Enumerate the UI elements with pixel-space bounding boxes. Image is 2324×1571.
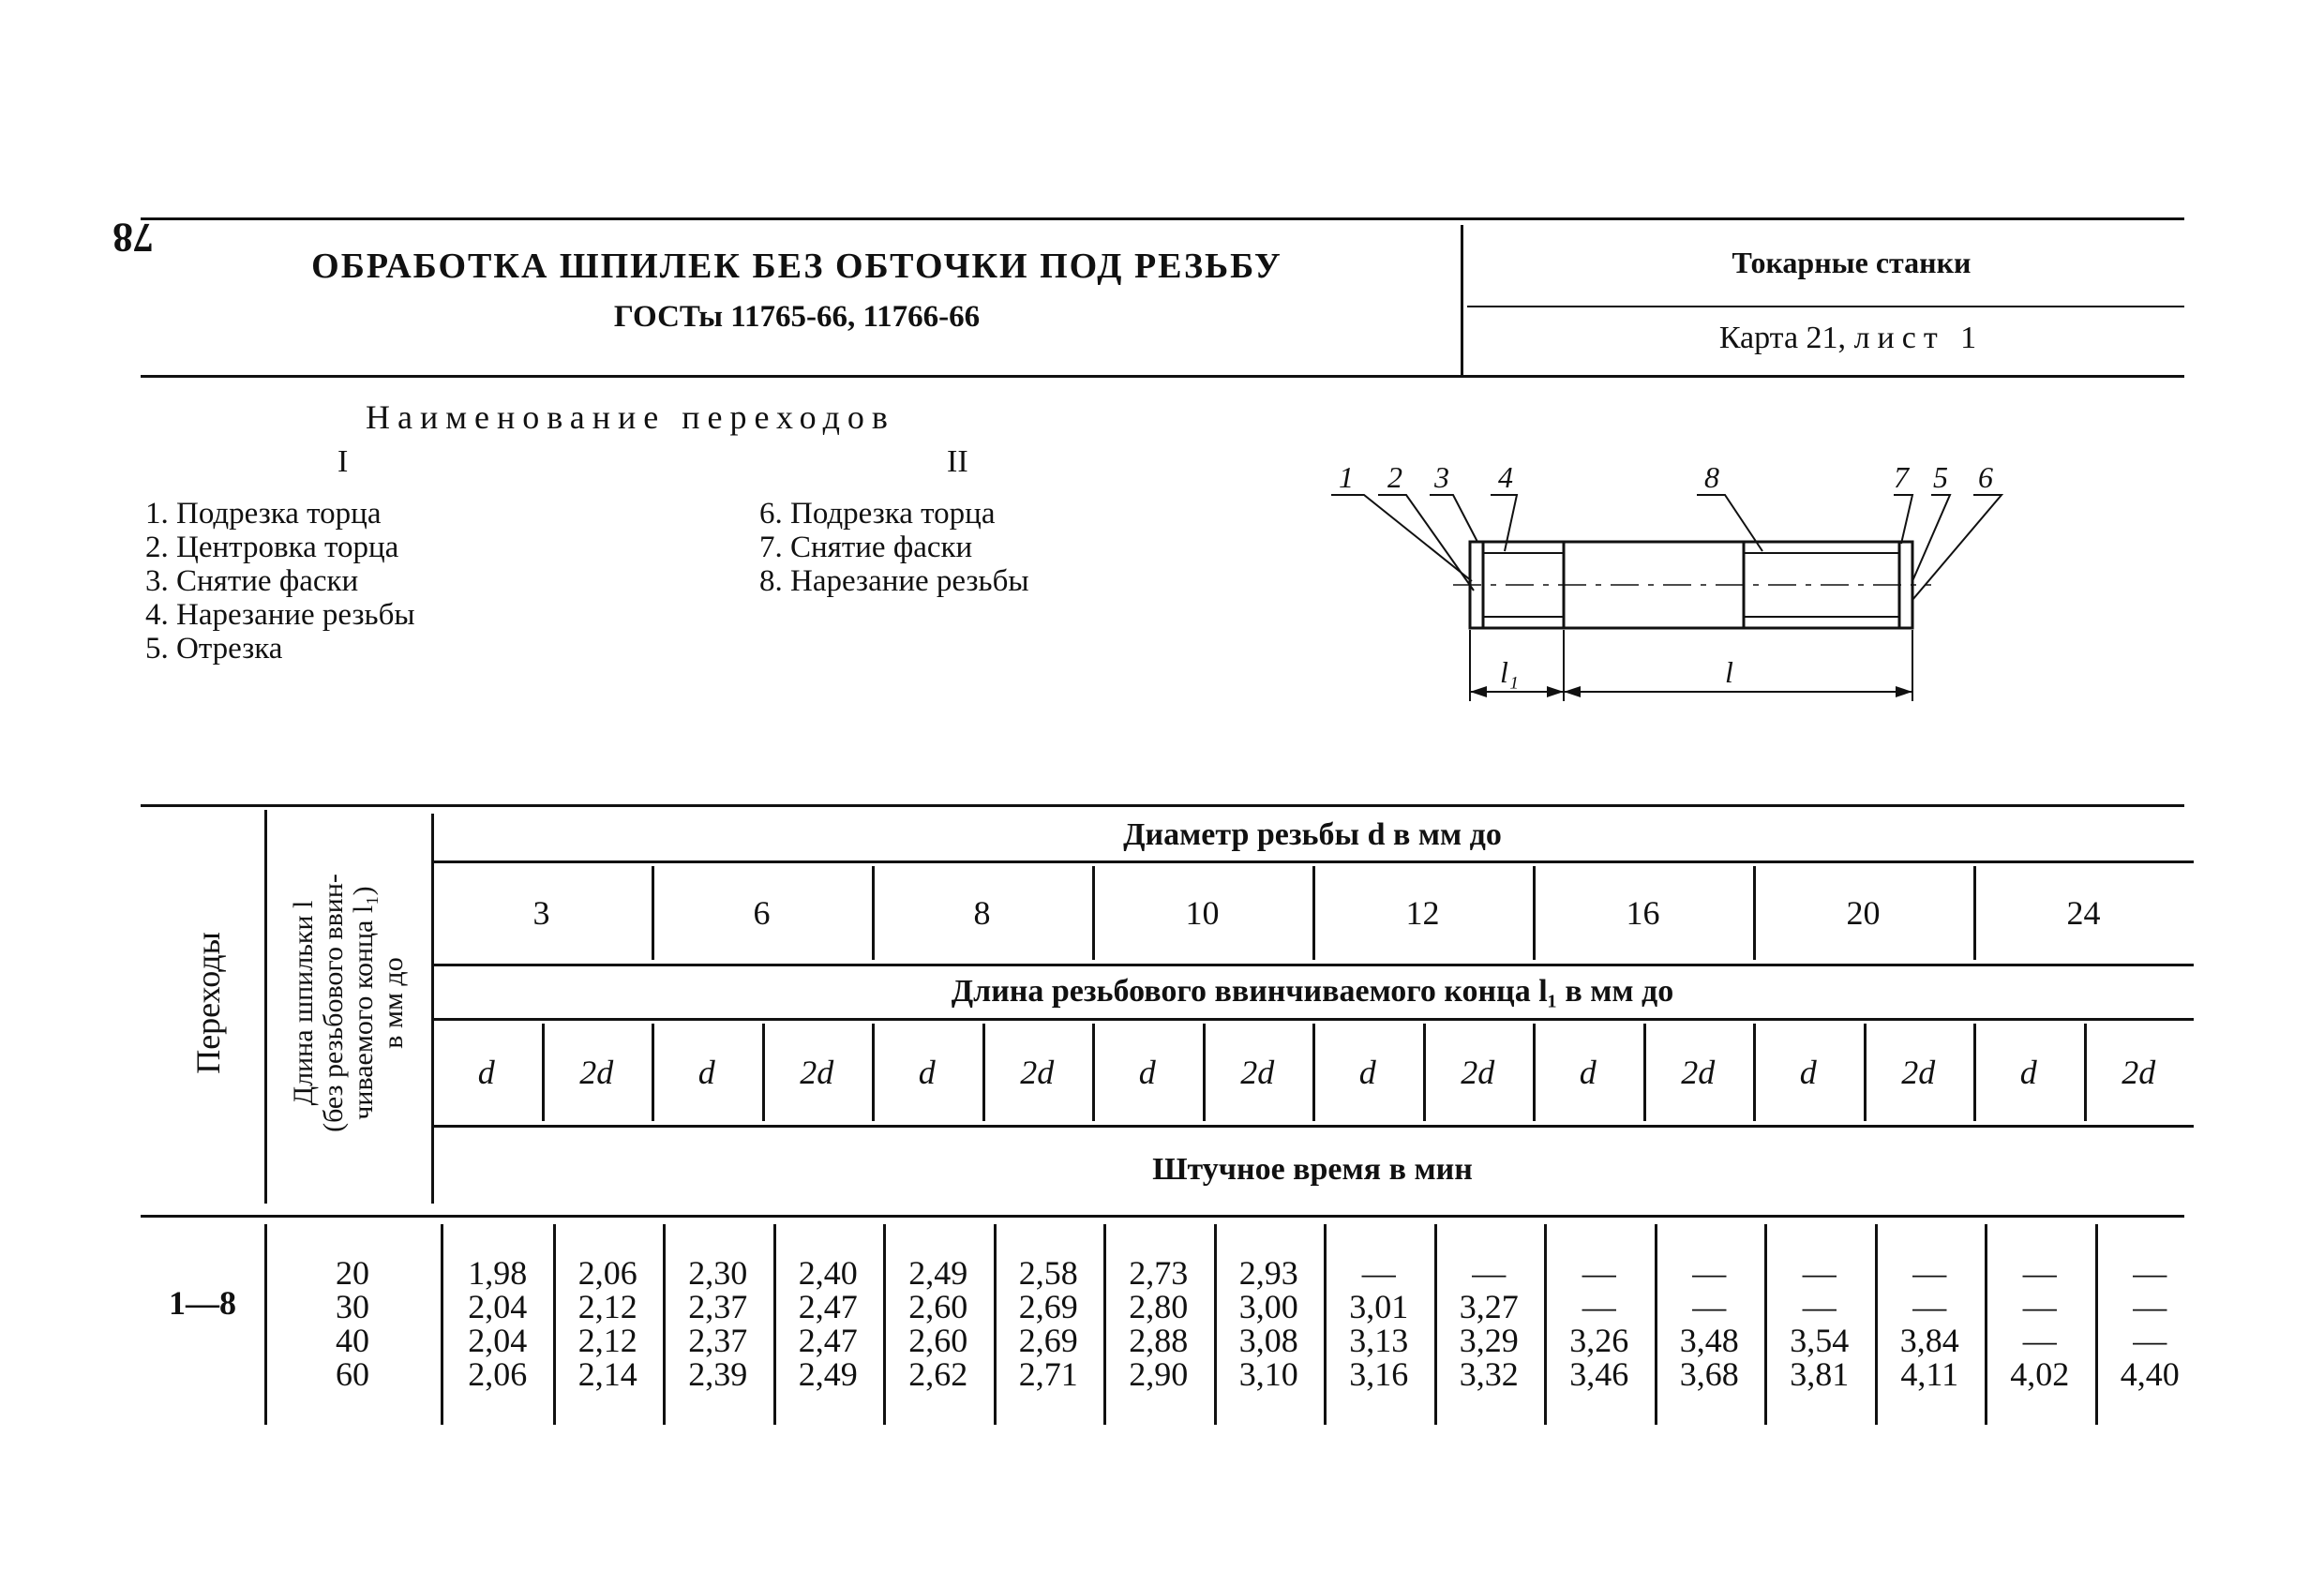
subcol-label: 2d — [1240, 1054, 1275, 1091]
operations-group-1-label: I — [337, 444, 349, 479]
time-value: — — [1472, 1254, 1507, 1292]
time-value: 2,06 — [577, 1254, 637, 1292]
time-value: — — [1692, 1288, 1727, 1325]
subcol-label: d — [1799, 1054, 1817, 1091]
time-value: 4,11 — [1900, 1355, 1959, 1393]
time-value: 2,06 — [468, 1355, 528, 1393]
time-value: — — [1361, 1254, 1396, 1292]
length-value: 60 — [336, 1355, 369, 1393]
time-value: — — [2022, 1254, 2057, 1292]
time-value: 2,88 — [1129, 1322, 1189, 1359]
time-value: 2,37 — [688, 1322, 748, 1359]
diameter-value: 10 — [1185, 894, 1220, 932]
subcol-label: d — [1579, 1054, 1597, 1091]
card-prefix: Карта 21, — [1718, 321, 1847, 355]
time-value: 3,00 — [1238, 1288, 1298, 1325]
operation-item: 3. Снятие фаски — [145, 564, 359, 598]
time-value: 3,48 — [1679, 1322, 1739, 1359]
time-value: 2,60 — [908, 1322, 968, 1359]
time-value: 3,01 — [1349, 1288, 1409, 1325]
subcol-label: 2d — [1020, 1054, 1055, 1091]
diameter-value: 12 — [1405, 894, 1440, 932]
time-value: 4,40 — [2120, 1355, 2180, 1393]
diameter-bottom-rule — [431, 964, 2194, 966]
subcol-label: d — [697, 1054, 715, 1091]
transitions-header: Переходы — [189, 932, 227, 1074]
time-value: — — [1802, 1288, 1837, 1325]
time-value: 3,13 — [1349, 1322, 1409, 1359]
time-value: 2,12 — [577, 1322, 637, 1359]
subcol-label: 2d — [1681, 1054, 1716, 1091]
diameter-value: 8 — [973, 894, 991, 932]
diameter-value: 6 — [753, 894, 771, 932]
callout-8: 8 — [1704, 460, 1719, 494]
diameter-value: 3 — [532, 894, 550, 932]
time-value: 3,68 — [1679, 1355, 1739, 1393]
callout-6: 6 — [1978, 460, 1993, 494]
time-value: 2,39 — [688, 1355, 748, 1393]
callout-7: 7 — [1894, 460, 1909, 494]
time-value: 3,81 — [1790, 1355, 1850, 1393]
time-value: — — [1912, 1254, 1947, 1292]
machine-type: Токарные станки — [1732, 246, 1972, 279]
subcol-label: d — [477, 1054, 495, 1091]
time-value: 2,69 — [1018, 1288, 1078, 1325]
length-value: 30 — [336, 1288, 369, 1325]
transitions-value: 1—8 — [169, 1284, 236, 1322]
diameter-rule — [431, 860, 2194, 863]
thread-length-header: Длина резьбового ввинчиваемого конца l₁ в мм до — [951, 974, 1674, 1009]
time-value: 2,80 — [1129, 1288, 1189, 1325]
table-top-rule — [141, 804, 2184, 807]
callout-1: 1 — [1339, 460, 1354, 494]
time-value: — — [1802, 1254, 1837, 1292]
time-value: 3,16 — [1349, 1355, 1409, 1393]
callout-2: 2 — [1387, 460, 1402, 494]
time-value: — — [2133, 1288, 2167, 1325]
callout-4: 4 — [1498, 460, 1513, 494]
time-value: 3,32 — [1459, 1355, 1519, 1393]
time-value: 2,93 — [1238, 1254, 1298, 1292]
callout-5: 5 — [1933, 460, 1948, 494]
time-value: 2,69 — [1018, 1322, 1078, 1359]
document-title: ОБРАБОТКА ШПИЛЕК БЕЗ ОБТОЧКИ ПОД РЕЗЬБУ — [311, 247, 1282, 286]
operation-item: 1. Подрезка торца — [145, 497, 382, 531]
time-value: 2,14 — [577, 1355, 637, 1393]
length-header-line: чиваемого конца l₁) — [348, 886, 379, 1120]
time-value: 2,49 — [798, 1355, 858, 1393]
time-value: 2,40 — [798, 1254, 858, 1292]
operation-item: 6. Подрезка торца — [759, 497, 996, 531]
dimension-l: l — [1725, 655, 1733, 689]
time-value: 1,98 — [468, 1254, 528, 1292]
subcol-label: d — [1138, 1054, 1156, 1091]
time-value: 2,47 — [798, 1288, 858, 1325]
time-value: 3,10 — [1238, 1355, 1298, 1393]
operation-item: 5. Отрезка — [145, 632, 283, 666]
time-value: 2,49 — [908, 1254, 968, 1292]
time-value: 4,02 — [2010, 1355, 2070, 1393]
thread-length-rule — [431, 1018, 2194, 1021]
time-value: — — [1692, 1254, 1727, 1292]
diameter-value: 16 — [1626, 894, 1660, 932]
length-header-line: (без резьбового ввин- — [318, 874, 349, 1132]
time-value: — — [1912, 1288, 1947, 1325]
time-value: 2,37 — [688, 1288, 748, 1325]
time-value: 2,30 — [688, 1254, 748, 1292]
time-value: 2,47 — [798, 1322, 858, 1359]
operation-item: 4. Нарезание резьбы — [145, 598, 415, 632]
subcol-label: 2d — [800, 1054, 834, 1091]
time-value: — — [2133, 1322, 2167, 1359]
subcol-bottom-rule — [431, 1125, 2194, 1128]
operation-item: 7. Снятие фаски — [759, 531, 973, 564]
time-value: 2,58 — [1018, 1254, 1078, 1292]
length-header — [264, 815, 433, 1190]
gost-reference: ГОСТы 11765-66, 11766-66 — [613, 300, 981, 334]
time-value: 2,90 — [1129, 1355, 1189, 1393]
operations-heading: Наименование переходов — [366, 398, 895, 436]
time-value: 2,73 — [1129, 1254, 1189, 1292]
time-value: 3,27 — [1459, 1288, 1519, 1325]
time-value: 2,04 — [468, 1322, 528, 1359]
time-value: 3,46 — [1569, 1355, 1629, 1393]
time-value: 3,08 — [1238, 1322, 1298, 1359]
operation-item: 8. Нарезание резьбы — [759, 564, 1029, 598]
subcol-label: d — [918, 1054, 936, 1091]
length-value: 40 — [336, 1322, 369, 1359]
time-value: — — [1582, 1254, 1616, 1292]
length-header-line: в мм до — [378, 957, 409, 1049]
subcol-label: 2d — [2122, 1054, 2156, 1091]
subcol-label: 2d — [1901, 1054, 1936, 1091]
subcol-label: d — [1358, 1054, 1376, 1091]
time-value: — — [2022, 1288, 2057, 1325]
subcol-label: d — [2019, 1054, 2037, 1091]
page-number: 78 — [112, 215, 154, 261]
subcol-label: 2d — [1461, 1054, 1495, 1091]
time-value: — — [2133, 1254, 2167, 1292]
time-value: 2,04 — [468, 1288, 528, 1325]
time-value: 2,71 — [1018, 1355, 1078, 1393]
length-value: 20 — [336, 1254, 369, 1292]
diameter-header: Диаметр резьбы d в мм до — [1123, 817, 1502, 852]
table-header-bottom-rule — [141, 1215, 2184, 1218]
callout-3: 3 — [1434, 460, 1449, 494]
time-value: 3,26 — [1569, 1322, 1629, 1359]
card-sheet: лист 1 — [1853, 321, 1985, 355]
diameter-value: 20 — [1846, 894, 1881, 932]
time-value: 3,54 — [1790, 1322, 1850, 1359]
time-value: 2,62 — [908, 1355, 968, 1393]
time-value: 3,29 — [1459, 1322, 1519, 1359]
length-header-line: Длина шпильки l — [288, 900, 319, 1106]
dimension-l1: l₁ — [1500, 655, 1520, 689]
time-value: 2,12 — [577, 1288, 637, 1325]
time-value: — — [2022, 1322, 2057, 1359]
diameter-value: 24 — [2066, 894, 2101, 932]
operations-group-2-label: II — [947, 444, 968, 479]
time-header: Штучное время в мин — [1152, 1152, 1473, 1187]
time-value: 3,84 — [1899, 1322, 1959, 1359]
time-value: — — [1582, 1288, 1616, 1325]
operation-item: 2. Центровка торца — [145, 531, 399, 564]
subcol-label: 2d — [579, 1054, 614, 1091]
time-value: 2,60 — [908, 1288, 968, 1325]
